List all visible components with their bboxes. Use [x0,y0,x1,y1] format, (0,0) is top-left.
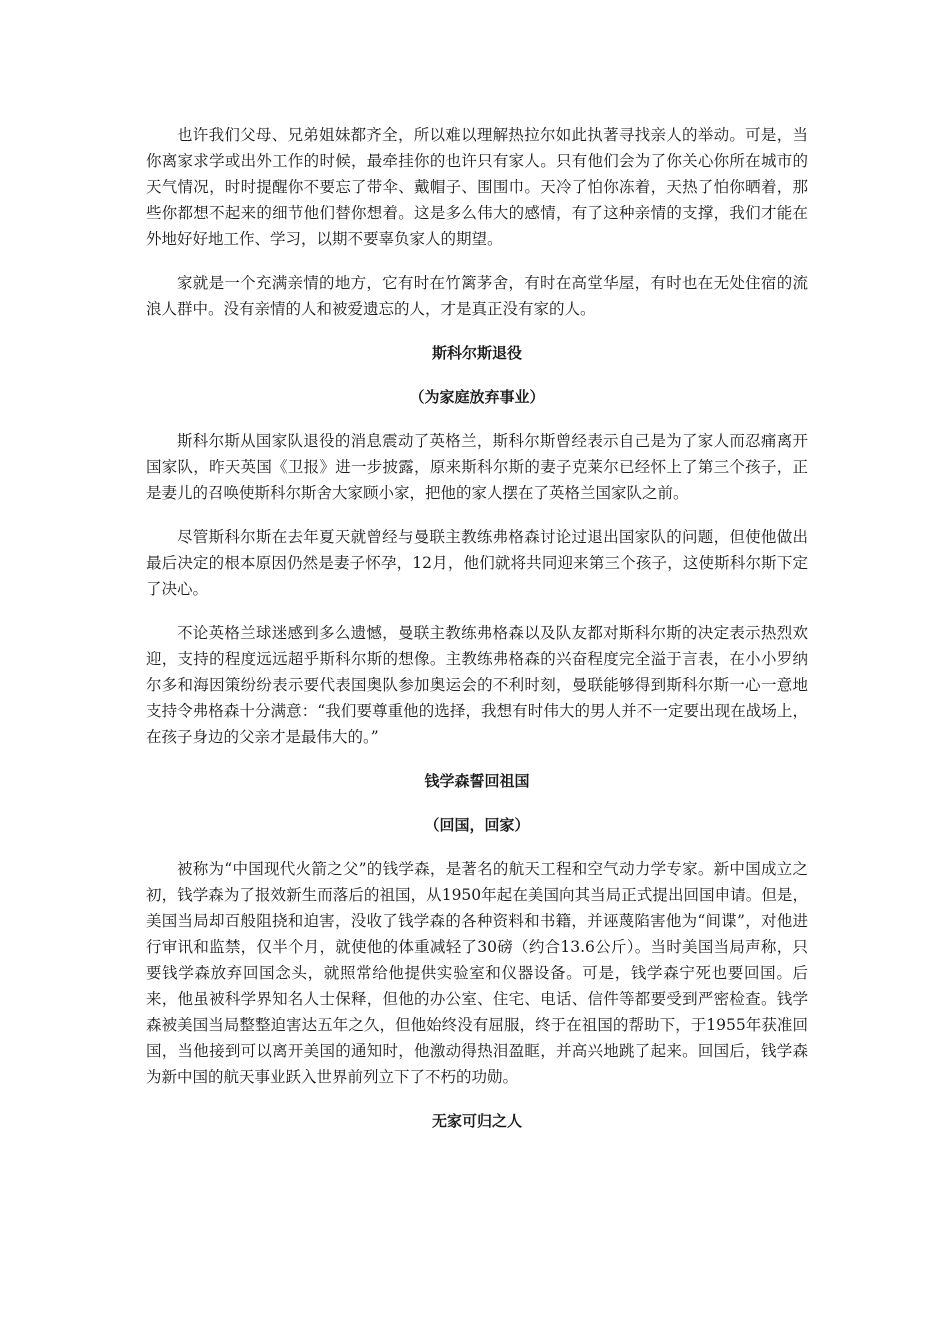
paragraph-scholes-support: 不论英格兰球迷感到多么遗憾，曼联主教练弗格森以及队友都对斯科尔斯的决定表示热烈欢迎，支持的程度远远超乎斯科尔斯的想像。主教练弗格森的兴奋程度完全溢于言表，在小小罗纳尔多和海因策纷纷表示要代表国奥队参加奥运会的不利时刻，曼联能够得到斯科尔斯一心一意地支持令弗格森十分满意：“我们要尊重他的选择，我想有时伟大的男人并不一定要出现在战场上，在孩子身边的父亲才是最伟大的。” [146,624,808,746]
paragraph-scholes-retirement: 斯科尔斯从国家队退役的消息震动了英格兰，斯科尔斯曾经表示自己是为了家人而忍痛离开国家队，昨天英国《卫报》进一步披露，原来斯科尔斯的妻子克莱尔已经怀上了第三个孩子，正是妻儿的召唤使斯科尔斯舍大家顾小家，把他的家人摆在了英格兰国家队之前。 [146,432,808,502]
section-subtitle-scholes: （为家庭放弃事业） [409,388,545,406]
section-title-qian: 钱学森誓回祖国 [424,772,530,790]
paragraph-scholes-decision: 尽管斯科尔斯在去年夏天就曾经与曼联主教练弗格森讨论过退出国家队的问题，但使他做出最后决定的根本原因仍然是妻子怀孕，12月，他们就将共同迎来第三个孩子，这使斯科尔斯下定了决心。 [146,528,808,598]
paragraph-qian-story: 被称为“中国现代火箭之父”的钱学森，是著名的航天工程和空气动力学专家。新中国成立之初，钱学森为了报效新生而落后的祖国，从1950年起在美国向其当局正式提出回国申请。但是，美国当局却百般阻挠和迫害，没收了钱学森的各种资料和书籍，并诬蔑陷害他为“间谍”，对他进行审讯和监禁，仅半个月，就使他的体重减轻了30磅（约合13.6公斤）。当时美国当局声称，只要钱学森放弃回国念头，就照常给他提供实验室和仪器设备。可是，钱学森宁死也要回国。后来，他虽被科学界知名人士保释，但他的办公室、住宅、电话、信件等都要受到严密检查。钱学森被美国当局整整迫害达五年之久，但他始终没有屈服，终于在祖国的帮助下，于1955年获准回国，当他接到可以离开美国的通知时，他激动得热泪盈眶，并高兴地跳了起来。回国后，钱学森为新中国的航天事业跃入世界前列立下了不朽的功勋。 [146,860,808,1086]
paragraph-family-concern: 也许我们父母、兄弟姐妹都齐全，所以难以理解热拉尔如此执著寻找亲人的举动。可是，当你离家求学或出外工作的时候，最牵挂你的也许只有家人。只有他们会为了你关心你所在城市的天气情况，时时提醒你不要忘了带伞、戴帽子、围围巾。天冷了怕你冻着，天热了怕你晒着，那些你都想不起来的细节他们替你想着。这是多么伟大的感情，有了这种亲情的支撑，我们才能在外地好好地工作、学习，以期不要辜负家人的期望。 [146,126,808,248]
paragraph-home-definition: 家就是一个充满亲情的地方，它有时在竹篱茅舍，有时在高堂华屋，有时也在无处住宿的流浪人群中。没有亲情的人和被爱遗忘的人，才是真正没有家的人。 [146,274,808,318]
section-subtitle-qian: （回国，回家） [424,816,530,834]
section-title-scholes: 斯科尔斯退役 [431,344,522,362]
section-title-homeless: 无家可归之人 [431,1112,522,1130]
document-page [146,122,808,1152]
